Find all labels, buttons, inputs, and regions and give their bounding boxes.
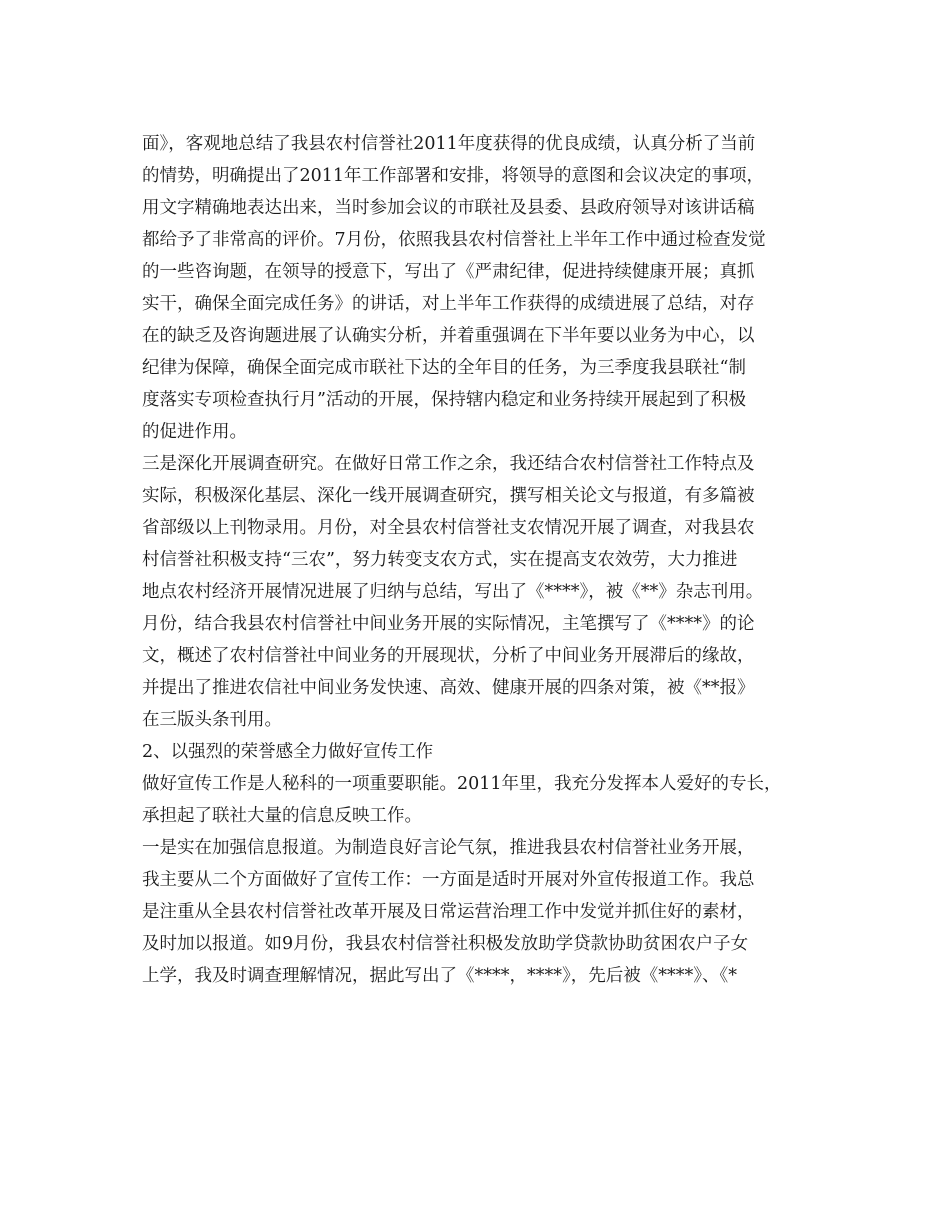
text-line: 承担起了联社大量的信息反映工作。 (142, 806, 422, 826)
text-line: 的情势，明确提出了2011年工作部署和安排，将领导的意图和会议决定的事项， (142, 166, 765, 186)
text-line: 做好宣传工作是人秘科的一项重要职能。2011年里，我充分发挥本人爱好的专长， (142, 774, 782, 794)
text-line: 的一些咨询题，在领导的授意下，写出了《严肃纪律，促进持续健康开展；真抓 (142, 262, 755, 282)
text-line: 实干，确保全面完成任务》的讲话，对上半年工作获得的成绩进展了总结，对存 (142, 294, 755, 314)
text-line: 是注重从全县农村信誉社改革开展及日常运营治理工作中发觉并抓住好的素材， (142, 902, 755, 922)
text-line: 月份，结合我县农村信誉社中间业务开展的实际情况，主笔撰写了《****》的论 (142, 614, 755, 634)
text-line: 及时加以报道。如9月份，我县农村信誉社积极发放助学贷款协助贫困农户子女 (142, 934, 749, 954)
document-body (142, 128, 810, 992)
text-line: 纪律为保障，确保全面完成市联社下达的全年目的任务，为三季度我县联社“制 (142, 358, 746, 378)
text-line: 上学，我及时调查理解情况，据此写出了《****，****》，先后被《****》、《* (142, 966, 737, 986)
text-line: 并提出了推进农信社中间业务发快速、高效、健康开展的四条对策，被《**报》 (142, 678, 755, 698)
text-line: 村信誉社积极支持“三农”，努力转变支农方式，实在提高支农效劳，大力推进 (142, 550, 738, 570)
text-line: 度落实专项检查执行月”活动的开展，保持辖内稳定和业务持续开展起到了积极 (142, 390, 746, 410)
text-line: 文，概述了农村信誉社中间业务的开展现状，分析了中间业务开展滞后的缘故， (142, 646, 755, 666)
section-heading: 2、以强烈的荣誉感全力做好宣传工作 (142, 742, 434, 762)
text-line: 都给予了非常高的评价。7月份，依照我县农村信誉社上半年工作中通过检查发觉 (142, 230, 766, 250)
text-line: 省部级以上刊物录用。月份，对全县农村信誉社支农情况开展了调查，对我县农 (142, 518, 755, 538)
text-line: 面》，客观地总结了我县农村信誉社2011年度获得的优良成绩，认真分析了当前 (142, 134, 756, 154)
text-line: 我主要从二个方面做好了宣传工作：一方面是适时开展对外宣传报道工作。我总 (142, 870, 755, 890)
text-line: 用文字精确地表达出来，当时参加会议的市联社及县委、县政府领导对该讲话稿 (142, 198, 755, 218)
text-line: 在的缺乏及咨询题进展了认确实分析，并着重强调在下半年要以业务为中心，以 (142, 326, 755, 346)
text-line: 实际，积极深化基层、深化一线开展调查研究，撰写相关论文与报道，有多篇被 (142, 486, 755, 506)
text-line: 三是深化开展调查研究。在做好日常工作之余，我还结合农村信誉社工作特点及 (142, 454, 755, 474)
text-line: 地点农村经济开展情况进展了归纳与总结，写出了《****》，被《**》杂志刊用。 (142, 582, 764, 602)
text-line: 的促进作用。 (142, 422, 247, 442)
text-line: 在三版头条刊用。 (142, 710, 282, 730)
text-line: 一是实在加强信息报道。为制造良好言论气氛，推进我县农村信誉社业务开展， (142, 838, 755, 858)
